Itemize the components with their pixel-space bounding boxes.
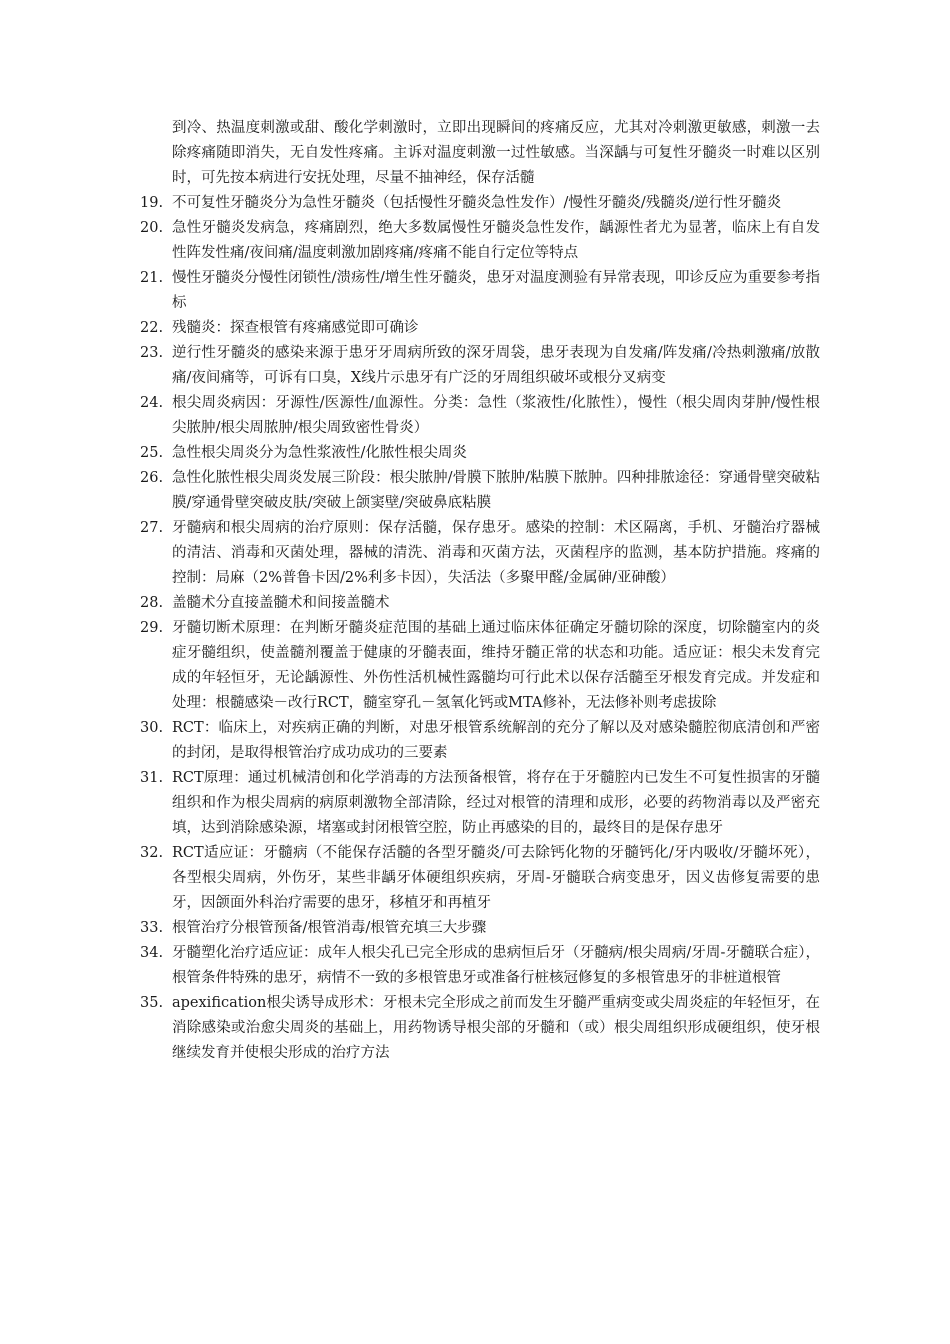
list-item-text: 逆行性牙髓炎的感染来源于患牙牙周病所致的深牙周袋，患牙表现为自发痛/阵发痛/冷热刺激痛/放散痛/夜间痛等，可诉有口臭，X线片示患牙有广泛的牙周组织破坏或根分叉病变 (172, 345, 820, 386)
list-item (140, 391, 820, 441)
list-item-text: 牙髓病和根尖周病的治疗原则：保存活髓，保存患牙。感染的控制：术区隔离，手机、牙髓治疗器械的清洁、消毒和灭菌处理，器械的清洗、消毒和灭菌方法，灭菌程序的监测，基本防护措施。疼痛的控制：局麻（2%普鲁卡因/2%利多卡因），失活法（多聚甲醛/金属砷/亚砷酸） (172, 520, 820, 586)
list-item-number: 22. (140, 320, 164, 336)
intro-paragraph: 到冷、热温度刺激或甜、酸化学刺激时，立即出现瞬间的疼痛反应，尤其对冷刺激更敏感，刺激一去除疼痛随即消失，无自发性疼痛。主诉对温度刺激一过性敏感。当深龋与可复性牙髓炎一时难以区别时，可先按本病进行安抚处理，尽量不抽神经，保存活髓 (172, 120, 820, 186)
list-item-text: RCT原理：通过机械清创和化学消毒的方法预备根管，将存在于牙髓腔内已发生不可复性损害的牙髓组织和作为根尖周病的病原刺激物全部清除，经过对根管的清理和成形，必要的药物消毒以及严密充填，达到消除感染源，堵塞或封闭根管空腔，防止再感染的目的，最终目的是保存患牙 (172, 770, 820, 836)
list-item-text: 根管治疗分根管预备/根管消毒/根管充填三大步骤 (172, 920, 487, 936)
list-item (140, 766, 820, 841)
list-item (140, 941, 820, 991)
list-item-number: 20. (140, 220, 164, 236)
list-item (140, 991, 820, 1066)
list-item-text: 牙髓塑化治疗适应证：成年人根尖孔已完全形成的患病恒后牙（牙髓病/根尖周病/牙周-牙髓联合症），根管条件特殊的患牙，病情不一致的多根管患牙或准备行桩核冠修复的多根管患牙的非桩道根管 (172, 945, 820, 986)
list-item-text: apexification根尖诱导成形术：牙根未完全形成之前而发生牙髓严重病变或尖周炎症的年轻恒牙，在消除感染或治愈尖周炎的基础上，用药物诱导根尖部的牙髓和（或）根尖周组织形成硬组织，使牙根继续发育并使根尖形成的治疗方法 (172, 995, 820, 1061)
list-item (140, 466, 820, 516)
list-item-number: 34. (140, 945, 164, 961)
list-item (140, 441, 820, 466)
list-item-text: 急性化脓性根尖周炎发展三阶段：根尖脓肿/骨膜下脓肿/粘膜下脓肿。四种排脓途径：穿通骨壁突破粘膜/穿通骨壁突破皮肤/突破上颌窦壁/突破鼻底粘膜 (172, 470, 820, 511)
list-item (140, 591, 820, 616)
list-item (140, 516, 820, 591)
list-item (140, 841, 820, 916)
list-item-text: 根尖周炎病因：牙源性/医源性/血源性。分类：急性（浆液性/化脓性），慢性（根尖周肉芽肿/慢性根尖脓肿/根尖周脓肿/根尖周致密性骨炎） (172, 395, 820, 436)
list-item-text: 盖髓术分直接盖髓术和间接盖髓术 (172, 595, 390, 611)
list-item (140, 716, 820, 766)
list-item (140, 916, 820, 941)
list-item-number: 32. (140, 845, 164, 861)
list-item-number: 19. (140, 195, 164, 211)
list-item-number: 30. (140, 720, 164, 736)
list-item-text: 牙髓切断术原理：在判断牙髓炎症范围的基础上通过临床体征确定牙髓切除的深度，切除髓室内的炎症牙髓组织，使盖髓剂覆盖于健康的牙髓表面，维持牙髓正常的状态和功能。适应证：根尖未发育完成的年轻恒牙，无论龋源性、外伤性活机械性露髓均可行此术以保存活髓至牙根发育完成。并发症和处理：根髓感染－改行RCT，髓室穿孔－氢氧化钙或MTA修补，无法修补则考虑拔除 (172, 620, 820, 711)
list-item-text: RCT适应证：牙髓病（不能保存活髓的各型牙髓炎/可去除钙化物的牙髓钙化/牙内吸收/牙髓坏死），各型根尖周病，外伤牙，某些非龋牙体硬组织疾病，牙周-牙髓联合病变患牙，因义齿修复需要的患牙，因颌面外科治疗需要的患牙，移植牙和再植牙 (172, 845, 820, 911)
list-item-number: 35. (140, 995, 164, 1011)
list-item-text: 急性根尖周炎分为急性浆液性/化脓性根尖周炎 (172, 445, 467, 461)
list-item (140, 316, 820, 341)
list-item-number: 21. (140, 270, 164, 286)
list-item-number: 28. (140, 595, 164, 611)
list-item (140, 216, 820, 266)
list-item-number: 29. (140, 620, 164, 636)
list-item-number: 33. (140, 920, 164, 936)
list-item-text: 残髓炎：探查根管有疼痛感觉即可确诊 (172, 320, 419, 336)
list-item-number: 25. (140, 445, 164, 461)
list-item-text: 不可复性牙髓炎分为急性牙髓炎（包括慢性牙髓炎急性发作）/慢性牙髓炎/残髓炎/逆行性牙髓炎 (172, 195, 782, 211)
list-item-number: 23. (140, 345, 164, 361)
list-item (140, 266, 820, 316)
numbered-list (140, 191, 820, 1066)
list-item (140, 341, 820, 391)
list-item (140, 616, 820, 716)
list-item (140, 191, 820, 216)
list-item-text: 急性牙髓炎发病急，疼痛剧烈，绝大多数属慢性牙髓炎急性发作，龋源性者尤为显著，临床上有自发性阵发性痛/夜间痛/温度刺激加剧疼痛/疼痛不能自行定位等特点 (172, 220, 820, 261)
list-item-number: 26. (140, 470, 164, 486)
list-item-number: 24. (140, 395, 164, 411)
list-item-number: 31. (140, 770, 164, 786)
list-item-text: 慢性牙髓炎分慢性闭锁性/溃疡性/增生性牙髓炎，患牙对温度测验有异常表现，叩诊反应为重要参考指标 (172, 270, 820, 311)
document-body (140, 116, 820, 1066)
list-item-number: 27. (140, 520, 164, 536)
list-item-text: RCT：临床上，对疾病正确的判断，对患牙根管系统解剖的充分了解以及对感染髓腔彻底清创和严密的封闭，是取得根管治疗成功成功的三要素 (172, 720, 820, 761)
